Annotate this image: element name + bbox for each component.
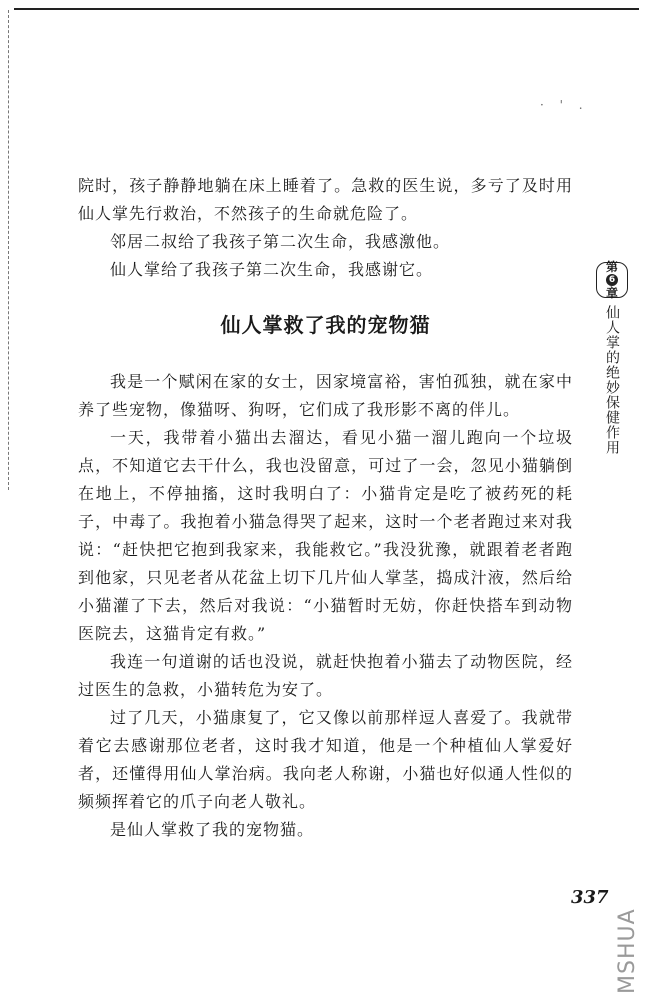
top-rule <box>14 8 639 10</box>
paragraph-5: 一天，我带着小猫出去溜达，看见小猫一溜儿跑向一个垃圾点，不知道它去干什么，我也没留意，可过了一会，忽见小猫躺倒在地上，不停抽搐，这时我明白了：小猫肯定是吃了被药死的耗子，中毒了。我抱着小猫急得哭了起来，这时一个老者跑过来对我说：“赶快把它抱到我家来，我能救它。”我没犹豫，就跟着老者跑到他家，只见老者从花盆上切下几片仙人掌茎，捣成汁液，然后给小猫灌了下去，然后对我说：“小猫暂时无妨，你赶快搭车到动物医院去，这猫肯定有救。” <box>78 428 573 643</box>
paragraph-1: 院时，孩子静静地躺在床上睡着了。急救的医生说，多亏了及时用仙人掌先行救治，不然孩子的生命就危险了。 <box>78 176 573 223</box>
chapter-badge <box>596 262 628 298</box>
page-number: 337 <box>571 887 609 908</box>
paragraph-6: 我连一句道谢的话也没说，就赶快抱着小猫去了动物医院，经过医生的急救，小猫转危为安了。 <box>78 652 573 699</box>
body-text-main <box>78 368 573 844</box>
paragraph-7: 过了几天，小猫康复了，它又像以前那样逗人喜爱了。我就带着它去感谢那位老者，这时我才知道，他是一个种植仙人掌爱好者，还懂得用仙人掌治病。我向老人称谢，小猫也好似通人性似的频频挥着它的爪子向老人敬礼。 <box>78 708 573 811</box>
chapter-suffix: 章 <box>605 286 618 300</box>
running-head: 仙人掌的绝妙保健作用 <box>604 305 620 455</box>
scan-edge <box>8 10 9 490</box>
paragraph-4: 我是一个赋闲在家的女士，因家境富裕，害怕孤独，就在家中养了些宠物，像猫呀、狗呀，它们成了我形影不离的伴儿。 <box>78 372 573 419</box>
body-text-top <box>78 172 573 284</box>
watermark: MSHUA <box>615 908 640 994</box>
chapter-number: 6 <box>606 274 618 286</box>
paragraph-2: 邻居二叔给了我孩子第二次生命，我感激他。 <box>110 232 451 251</box>
chapter-prefix: 第 <box>605 260 618 274</box>
scan-specks: · ' . <box>540 98 589 112</box>
paragraph-8: 是仙人掌救了我的宠物猫。 <box>110 820 315 839</box>
paragraph-3: 仙人掌给了我孩子第二次生命，我感谢它。 <box>110 260 434 279</box>
section-title: 仙人掌救了我的宠物猫 <box>220 313 431 337</box>
